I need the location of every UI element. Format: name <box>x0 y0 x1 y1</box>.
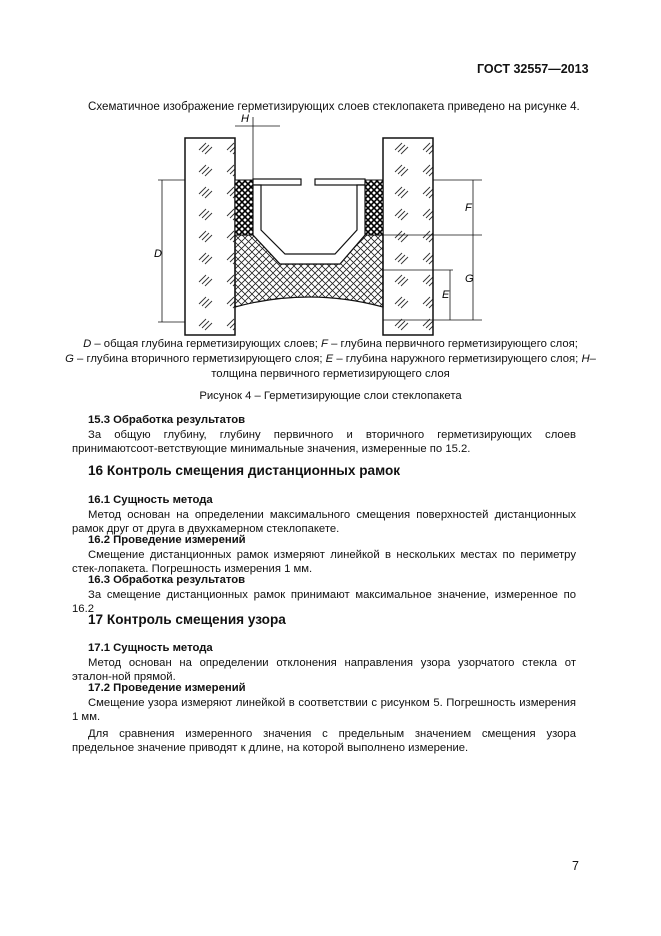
spacer-profile <box>253 185 365 264</box>
legend-text: – глубина наружного герметизирующего слоя; <box>333 353 582 365</box>
legend-symbol: E <box>325 353 334 365</box>
section-17-2-text-2: Для сравнения измеренного значения с предельным значением смещения узора предельное значение приводят к длине, на которой выполнено измерение. <box>72 728 576 754</box>
figure-intro: Схематичное изображение герметизирующих слоев стеклопакета приведено на рисунке 4. <box>88 100 580 113</box>
left-glass-pane <box>185 138 235 335</box>
section-16-3-text: За смещение дистанционных рамок принимают максимальное значение, измеренное по 16.2 <box>72 589 576 615</box>
dim-label-f: F <box>465 202 472 214</box>
section-16-3-title: 16.3 Обработка результатов <box>88 574 246 586</box>
section-16-title: 16 Контроль смещения дистанционных рамок <box>88 463 401 478</box>
legend-symbol: H <box>581 353 590 365</box>
legend-line-2 <box>20 352 641 367</box>
legend-line-3: толщина первичного герметизирующего слоя <box>211 368 450 380</box>
section-16-1-title: 16.1 Сущность метода <box>88 494 213 506</box>
standard-number: ГОСТ 32557—2013 <box>477 62 589 76</box>
legend-text: – глубина вторичного герметизирующего слоя; <box>73 353 326 365</box>
spacer-top-left <box>253 179 301 185</box>
figure-legend <box>20 337 641 382</box>
primary-sealant-right <box>365 180 383 235</box>
spacer-top-right <box>315 179 365 185</box>
section-15-3-title: 15.3 Обработка результатов <box>88 414 246 426</box>
legend-text: – <box>589 353 596 365</box>
section-16-2-text: Смещение дистанционных рамок измеряют линейкой в нескольких местах по периметру стек-лопакета. Погрешность измерения 1 мм. <box>72 549 576 575</box>
section-16-2-title: 16.2 Проведение измерений <box>88 534 246 546</box>
dim-label-d: D <box>154 248 162 260</box>
page-number: 7 <box>572 859 579 873</box>
section-17-1-text: Метод основан на определении отклонения направления узора узорчатого стекла от эталон-ной прямой. <box>72 657 576 683</box>
legend-symbol: D <box>83 338 92 350</box>
secondary-sealant <box>235 235 383 307</box>
dim-label-h: H <box>241 113 249 125</box>
section-17-1-title: 17.1 Сущность метода <box>88 642 213 654</box>
section-17-2-title: 17.2 Проведение измерений <box>88 682 246 694</box>
legend-text: – общая глубина герметизирующих слоев; <box>91 338 322 350</box>
primary-sealant-left <box>235 180 253 235</box>
legend-symbol: G <box>65 353 74 365</box>
legend-symbol: F <box>321 338 328 350</box>
section-16-1-text: Метод основан на определении максимального смещения поверхностей дистанционных рамок друг от друга в двухкамерном стеклопакете. <box>72 509 576 535</box>
figure-caption: Рисунок 4 – Герметизирующие слои стеклопакета <box>199 390 462 402</box>
section-17-2-text: Смещение узора измеряют линейкой в соответствии с рисунком 5. Погрешность измерения 1 мм. <box>72 697 576 723</box>
dim-label-g: G <box>465 273 474 285</box>
section-15-3-text: За общую глубину, глубину первичного и вторичного герметизирующих слоев принимаютсоот-ветствующие минимальные значения, измеренные по 15.2. <box>72 429 576 455</box>
legend-text: – глубина первичного герметизирующего слоя; <box>327 338 578 350</box>
sealant-layers-figure <box>140 112 490 337</box>
dim-label-e: E <box>442 289 450 301</box>
section-17-title: 17 Контроль смещения узора <box>88 612 286 627</box>
legend-line-1 <box>20 337 641 352</box>
right-glass-pane <box>383 138 433 335</box>
